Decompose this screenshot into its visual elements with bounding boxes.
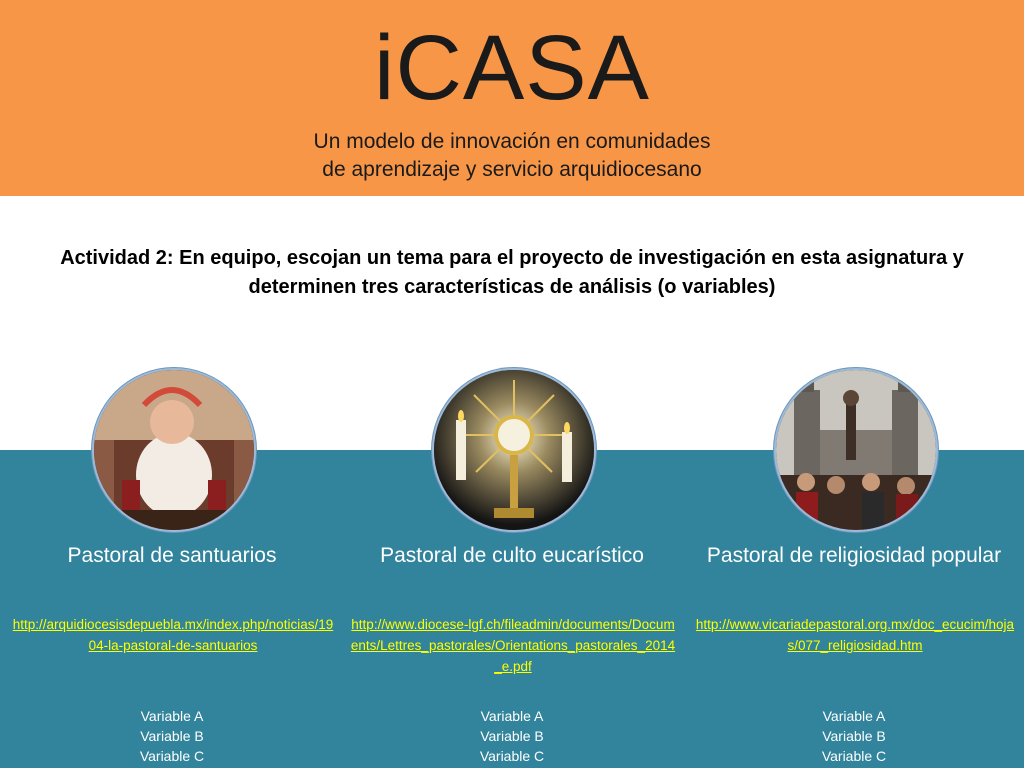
variable-item: Variable B <box>480 728 544 744</box>
variable-item: Variable A <box>140 708 204 724</box>
eucaristico-photo <box>432 368 596 532</box>
subtitle-line-2: de aprendizaje y servicio arquidiocesano <box>322 158 702 181</box>
variable-item: Variable C <box>139 748 205 764</box>
variable-item: Variable B <box>140 728 204 744</box>
activity-line-2: determinen tres características de análisis (o variables) <box>248 276 776 298</box>
subtitle-line-1: Un modelo de innovación en comunidades <box>313 130 711 153</box>
child-figure-image <box>94 370 254 530</box>
variable-item: Variable C <box>479 748 545 764</box>
resource-link[interactable]: http://arquidiocesisdepuebla.mx/index.php/noticias/1904-la-pastoral-de-santuarios <box>12 617 334 653</box>
variables-list <box>342 706 682 766</box>
column-title: Pastoral de santuarios <box>67 544 277 567</box>
procession-image <box>776 370 936 530</box>
page-title: iCASA <box>374 17 650 119</box>
variable-item: Variable A <box>480 708 544 724</box>
variable-item: Variable A <box>822 708 886 724</box>
activity-line-1: Actividad 2: En equipo, escojan un tema para el proyecto de investigación en esta asignatura y <box>60 247 964 269</box>
column-santuarios <box>2 0 342 768</box>
column-culto-eucaristico <box>342 0 682 768</box>
column-title: Pastoral de culto eucarístico <box>380 544 644 567</box>
variables-list <box>684 706 1024 766</box>
monstrance-image <box>434 370 594 530</box>
variables-list <box>2 706 342 766</box>
column-title: Pastoral de religiosidad popular <box>706 544 1002 567</box>
variable-item: Variable B <box>822 728 886 744</box>
santuarios-photo <box>92 368 256 532</box>
religiosidad-photo <box>774 368 938 532</box>
resource-link[interactable]: http://www.diocese-lgf.ch/fileadmin/documents/Documents/Lettres_pastorales/Orientations_pastorales_2014_e.pdf <box>350 617 676 674</box>
column-religiosidad-popular <box>684 0 1024 768</box>
resource-link[interactable]: http://www.vicariadepastoral.org.mx/doc_ecucim/hojas/077_religiosidad.htm <box>695 617 1015 653</box>
variable-item: Variable C <box>821 748 887 764</box>
